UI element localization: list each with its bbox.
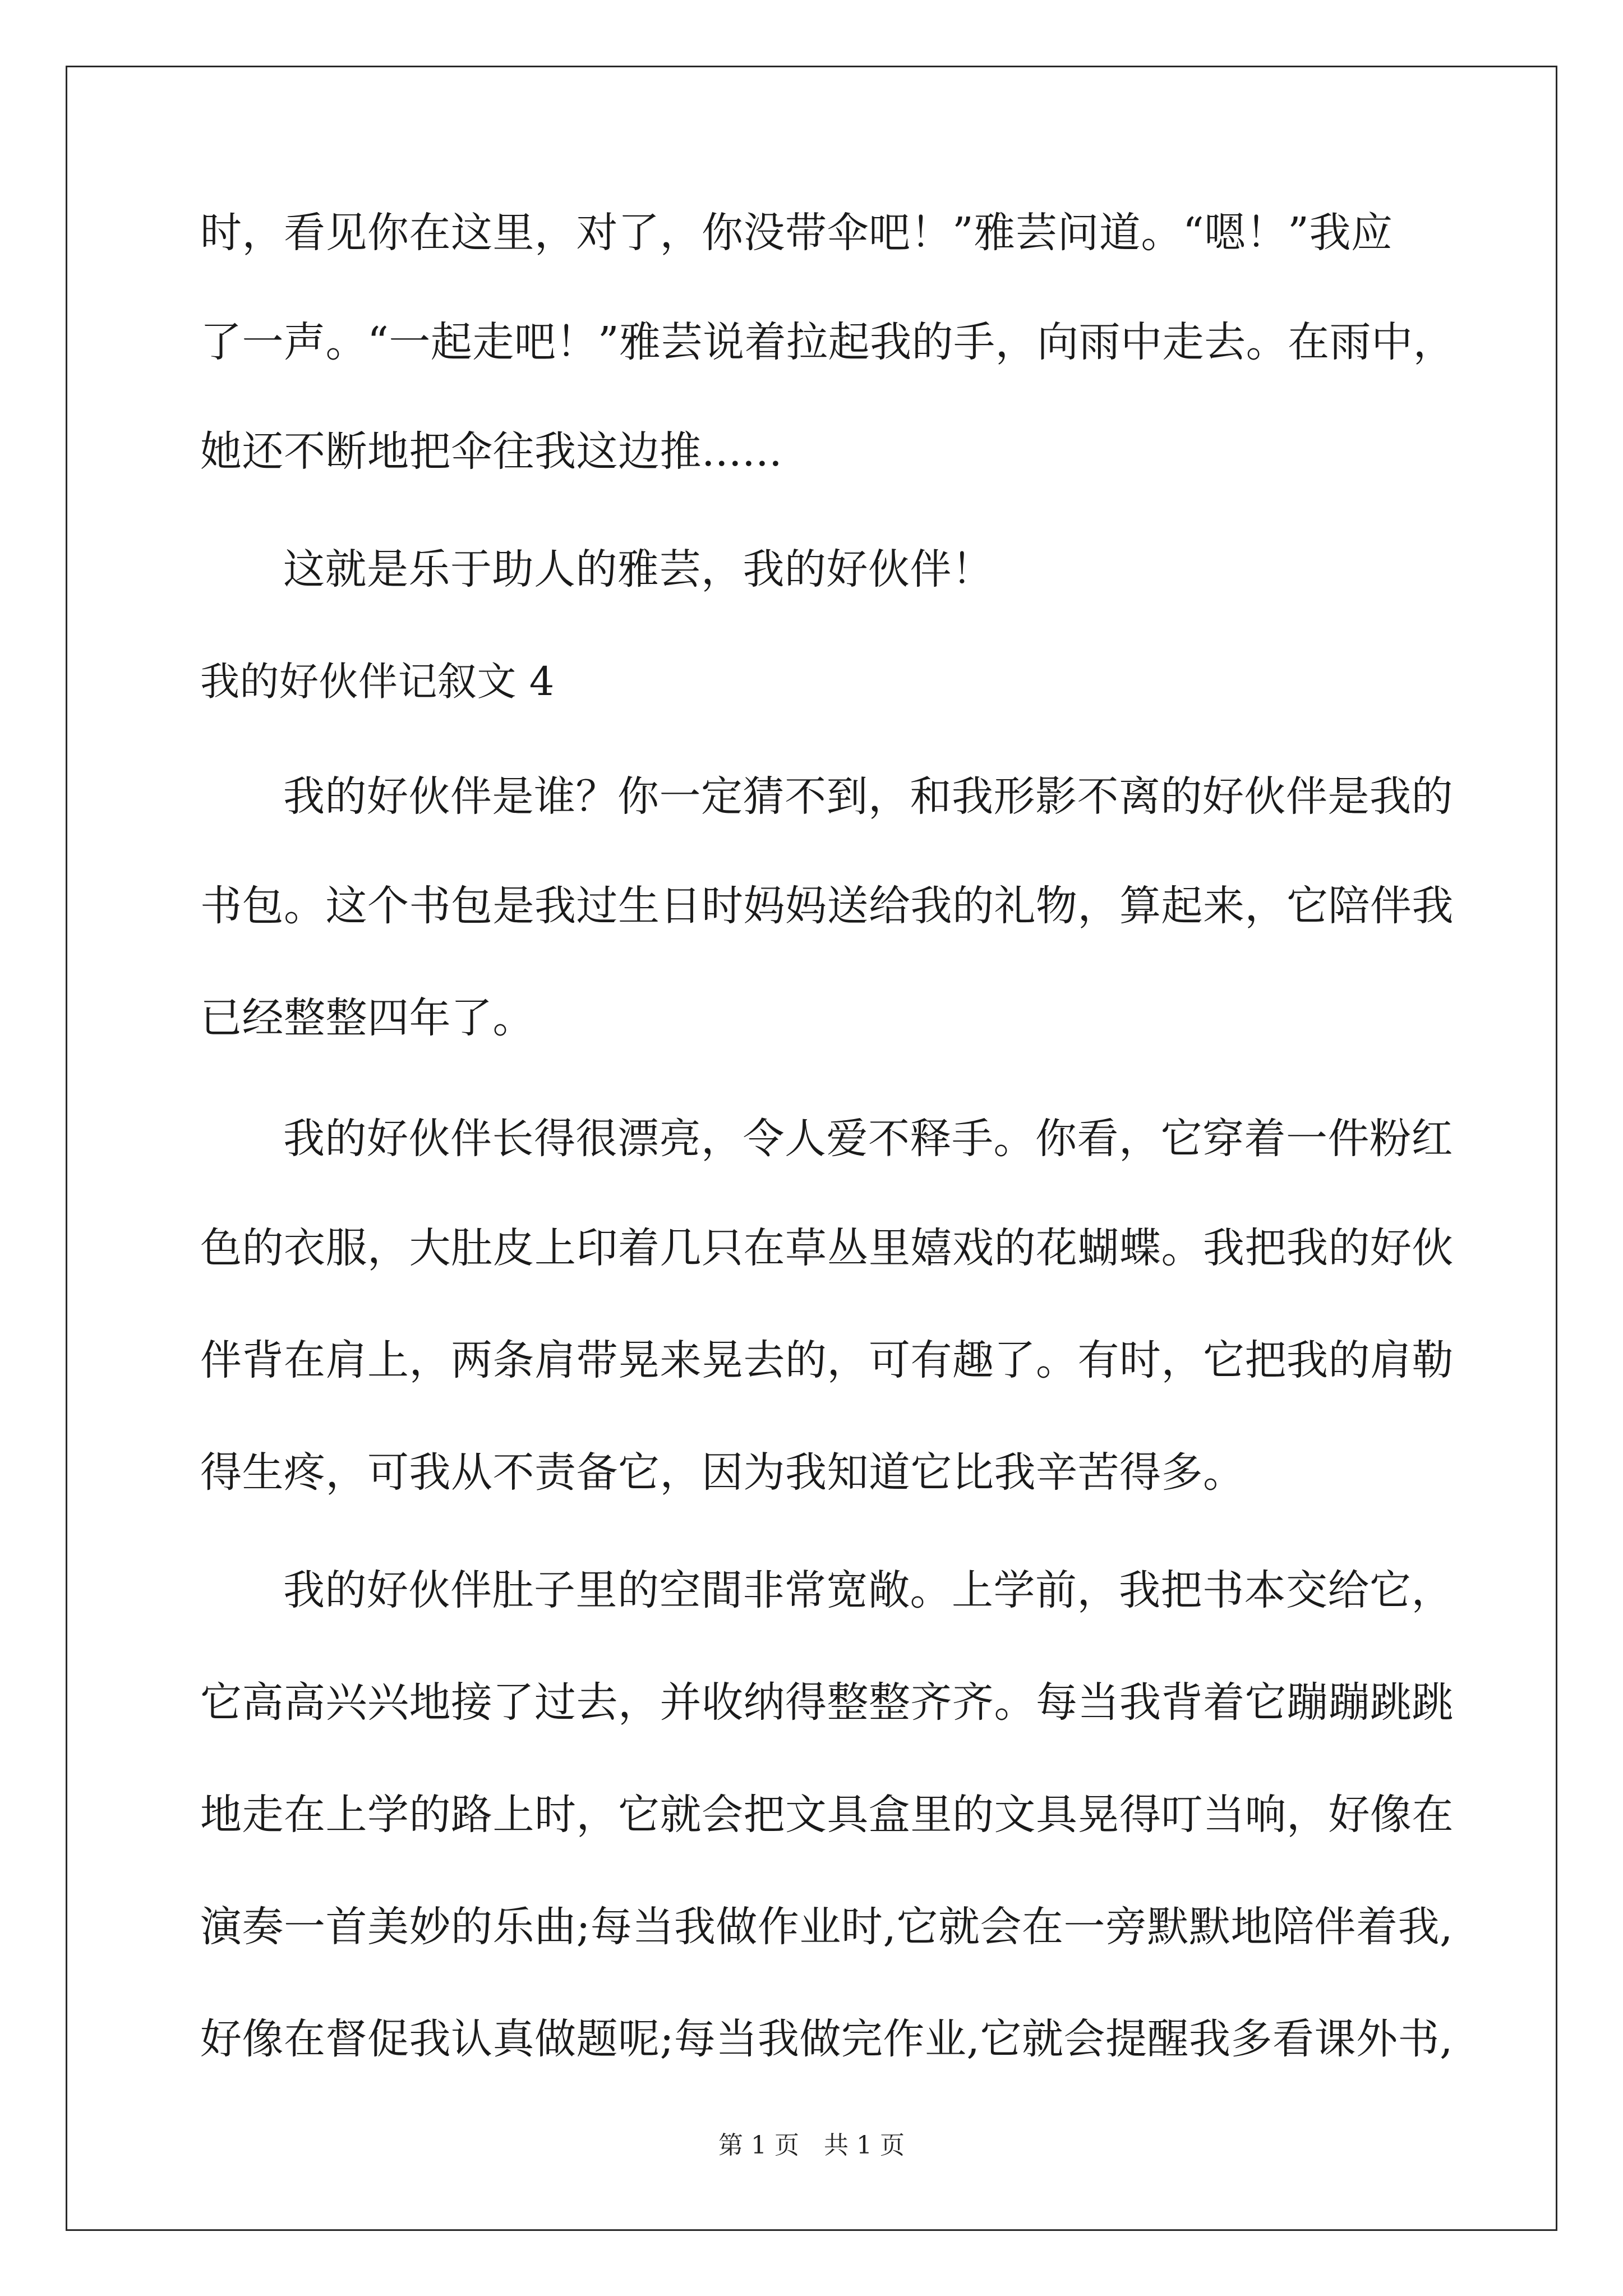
text-line: 地走在上学的路上时，它就会把文具盒里的文具晃得叮当响，好像在 xyxy=(200,1791,1454,1839)
text-line: 书包。这个书包是我过生日时妈妈送给我的礼物，算起来，它陪伴我 xyxy=(200,882,1454,930)
section-heading: 我的好伙伴记叙文 4 xyxy=(200,659,555,705)
paragraph-line: 我的好伙伴是谁？你一定猜不到，和我形影不离的好伙伴是我的 xyxy=(283,772,1453,821)
text-line: 色的衣服，大肚皮上印着几只在草丛里嬉戏的花蝴蝶。我把我的好伙 xyxy=(200,1224,1454,1272)
paragraph-line: 我的好伙伴长得很漂亮，令人爱不释手。你看，它穿着一件粉红 xyxy=(283,1115,1453,1163)
text-line: 已经整整四年了。 xyxy=(200,994,534,1042)
page-number-footer: 第 1 页 共 1 页 xyxy=(718,2131,905,2160)
text-line: 了一声。“一起走吧！”雅芸说着拉起我的手，向雨中走去。在雨中， xyxy=(200,318,1455,366)
text-line: 伴背在肩上，两条肩带晃来晃去的，可有趣了。有时，它把我的肩勒 xyxy=(200,1336,1454,1384)
paragraph-line: 这就是乐于助人的雅芸，我的好伙伴！ xyxy=(283,545,994,593)
text-line: 演奏一首美妙的乐曲;每当我做作业时,它就会在一旁默默地陪伴着我, xyxy=(200,1903,1453,1951)
text-line: 得生疼，可我从不责备它，因为我知道它比我辛苦得多。 xyxy=(200,1448,1245,1497)
text-line: 它高高兴兴地接了过去，并收纳得整整齐齐。每当我背着它蹦蹦跳跳 xyxy=(200,1678,1454,1727)
text-line: 她还不断地把伞往我这边推...... xyxy=(200,427,783,476)
text-line: 好像在督促我认真做题呢;每当我做完作业,它就会提醒我多看课外书, xyxy=(200,2015,1453,2063)
paragraph-line: 我的好伙伴肚子里的空間非常宽敞。上学前，我把书本交给它， xyxy=(283,1566,1453,1614)
text-line: 时，看见你在这里，对了，你没带伞吧！”雅芸问道。“嗯！”我应 xyxy=(200,209,1393,257)
